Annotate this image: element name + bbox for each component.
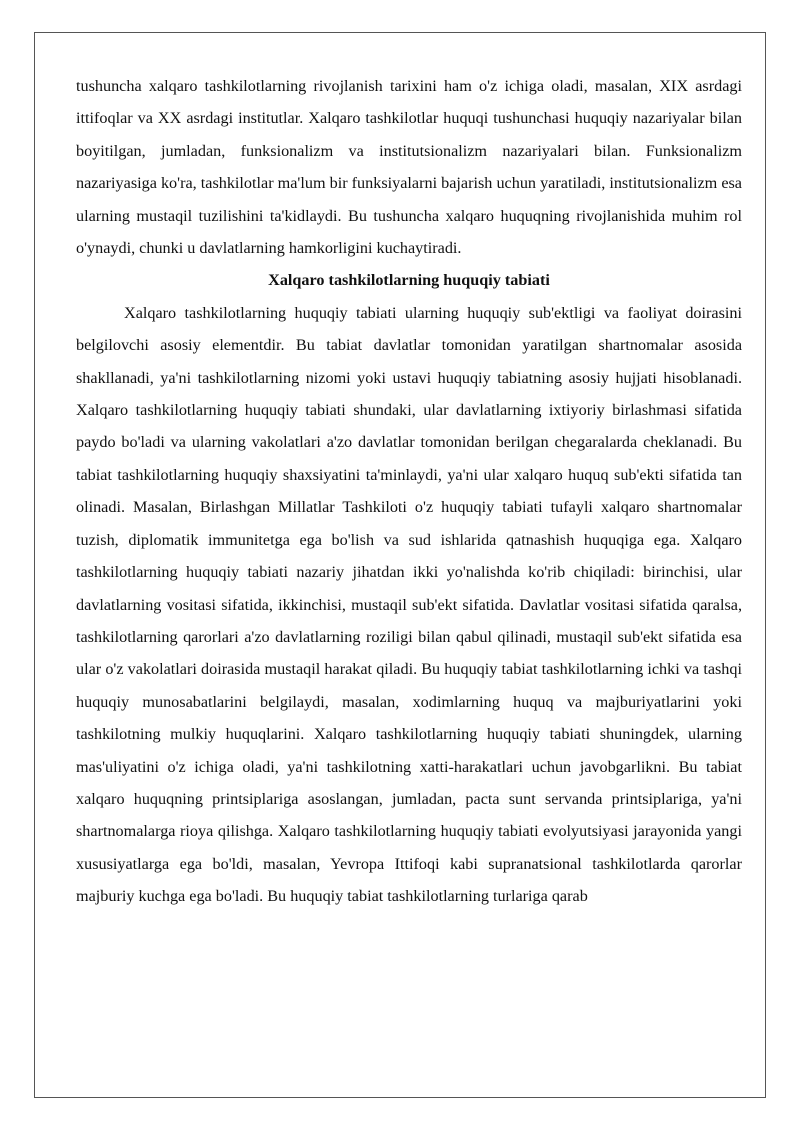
paragraph-legal-nature: Xalqaro tashkilotlarning huquqiy tabiati ularning huquqiy sub'ektligi va faoliyat doirasini belgilovchi asosiy elementdir. Bu tabiat davlatlar tomonidan yaratilgan shartnomalar asosida shakllanadi, ya'ni tashkilotlarning nizomi yoki ustavi huquqiy tabiatning asosiy hujjati hisoblanadi. Xalqaro tashkilotlarning huquqiy tabiati shundaki, ular davlatlarning ixtiyoriy birlashmasi sifatida paydo bo'ladi va ularning vakolatlari a'zo davlatlar tomonidan berilgan chegaralarda cheklanadi. Bu tabiat tashkilotlarning huquqiy shaxsiyatini ta'minlaydi, ya'ni ular xalqaro huquq sub'ekti sifatida tan olinadi. Masalan, Birlashgan Millatlar Tashkiloti o'z huquqiy tabiati tufayli xalqaro shartnomalar tuzish, diplomatik immunitetga ega bo'lish va sud ishlarida qatnashish huquqiga ega. Xalqaro tashkilotlarning huquqiy tabiati nazariy jihatdan ikki yo'nalishda ko'rib chiqiladi: birinchisi, ular davlatlarning vositasi sifatida, ikkinchisi, mustaqil sub'ekt sifatida. Davlatlar vositasi sifatida qaralsa, tashkilotlarning qarorlari a'zo davlatlarning roziligi bilan qabul qilinadi, mustaqil sub'ekt sifatida esa ular o'z vakolatlari doirasida mustaqil harakat qiladi. Bu huquqiy tabiat tashkilotlarning ichki va tashqi huquqiy munosabatlarini belgilaydi, masalan, xodimlarning huquq va majburiyatlarini yoki tashkilotning mulkiy huquqlarini. Xalqaro tashkilotlarning huquqiy tabiati shuningdek, ularning mas'uliyatini o'z ichiga oladi, ya'ni tashkilotning xatti-harakatlari uchun javobgarlikni. Bu tabiat xalqaro huquqning printsiplariga asoslangan, jumladan, pacta sunt servanda printsiplariga, ya'ni shartnomalarga rioya qilishga. Xalqaro tashkilotlarning huquqiy tabiati evolyutsiyasi jarayonida yangi xususiyatlarga ega bo'ldi, masalan, Yevropa Ittifoqi kabi supranatsional tashkilotlarda qarorlar majburiy kuchga ega bo'ladi. Bu huquqiy tabiat tashkilotlarning turlariga qarab <box>76 303 742 906</box>
paragraph-intro: tushuncha xalqaro tashkilotlarning rivojlanish tarixini ham o'z ichiga oladi, masalan, XIX asrdagi ittifoqlar va XX asrdagi institutlar. Xalqaro tashkilotlar huquqi tushunchasi huquqiy nazariyalar bilan boyitilgan, jumladan, funksionalizm va institutsionalizm nazariyalari bilan. Funksionalizm nazariyasiga ko'ra, tashkilotlar ma'lum bir funksiyalarni bajarish uchun yaratiladi, institutsionalizm esa ularning mustaqil tuzilishini ta'kidlaydi. Bu tushuncha xalqaro huquqning rivojlanishida muhim rol o'ynaydi, chunki u davlatlarning hamkorligini kuchaytiradi. <box>76 77 742 258</box>
section-heading: Xalqaro tashkilotlarning huquqiy tabiati <box>268 271 550 290</box>
document-body <box>76 70 742 913</box>
